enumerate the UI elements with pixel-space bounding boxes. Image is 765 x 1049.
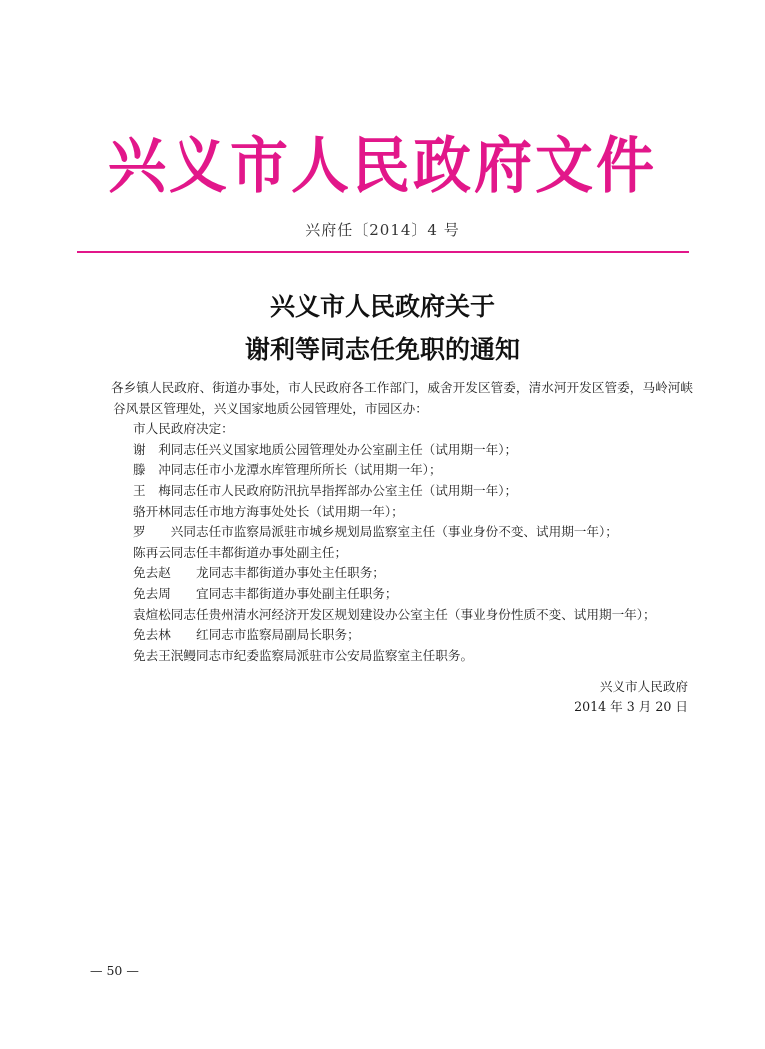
notice-paragraph: 王 梅同志任市人民政府防汛抗旱指挥部办公室主任（试用期一年）；: [133, 482, 518, 498]
signature-block: [574, 677, 688, 717]
notice-paragraph: 免去王泯鳗同志市纪委监察局派驻市公安局监察室主任职务。: [133, 647, 474, 663]
notice-paragraph: 免去周 宜同志丰都街道办事处副主任职务；: [133, 585, 398, 601]
notice-paragraph: 免去林 红同志市监察局副局长职务；: [133, 627, 360, 643]
document-header-title: 兴义市人民政府文件: [107, 129, 657, 201]
document-number: 兴府任〔2014〕4 号: [305, 221, 460, 239]
notice-title-line2: 谢利等同志任免职的通知: [244, 335, 520, 364]
red-divider-line: [77, 251, 689, 253]
page-number: — 50 —: [90, 963, 139, 978]
notice-addressee: 各乡镇人民政府、街道办事处，市人民政府各工作部门，威舍开发区管委，清水河开发区管委，马岭河峡谷风景区管理处，兴义国家地质公园管理处，市园区办：: [111, 380, 693, 416]
notice-paragraph: 谢 利同志任兴义国家地质公园管理处办公室副主任（试用期一年）；: [133, 441, 518, 457]
notice-paragraph: 免去赵 龙同志丰都街道办事处主任职务；: [133, 565, 385, 581]
notice-paragraph: 陈再云同志任丰都街道办事处副主任；: [133, 544, 348, 560]
notice-paragraph: 滕 冲同志任市小龙潭水库管理所所长（试用期一年）；: [133, 462, 442, 478]
signature-date: 2014 年 3 月 20 日: [574, 699, 688, 714]
notice-paragraph: 罗 兴同志任市监察局派驻市城乡规划局监察室主任（事业身份不变、试用期一年）；: [133, 524, 618, 540]
notice-paragraph: 袁煊松同志任贵州清水河经济开发区规划建设办公室主任（事业身份性质不变、试用期一年）；: [133, 606, 656, 622]
notice-paragraph: 骆开林同志任市地方海事处处长（试用期一年）；: [133, 503, 404, 519]
signature-organization: 兴义市人民政府: [599, 679, 688, 694]
notice-title-line1: 兴义市人民政府关于: [269, 292, 495, 321]
notice-body: [113, 378, 693, 666]
notice-paragraph: 市人民政府决定：: [133, 421, 234, 437]
